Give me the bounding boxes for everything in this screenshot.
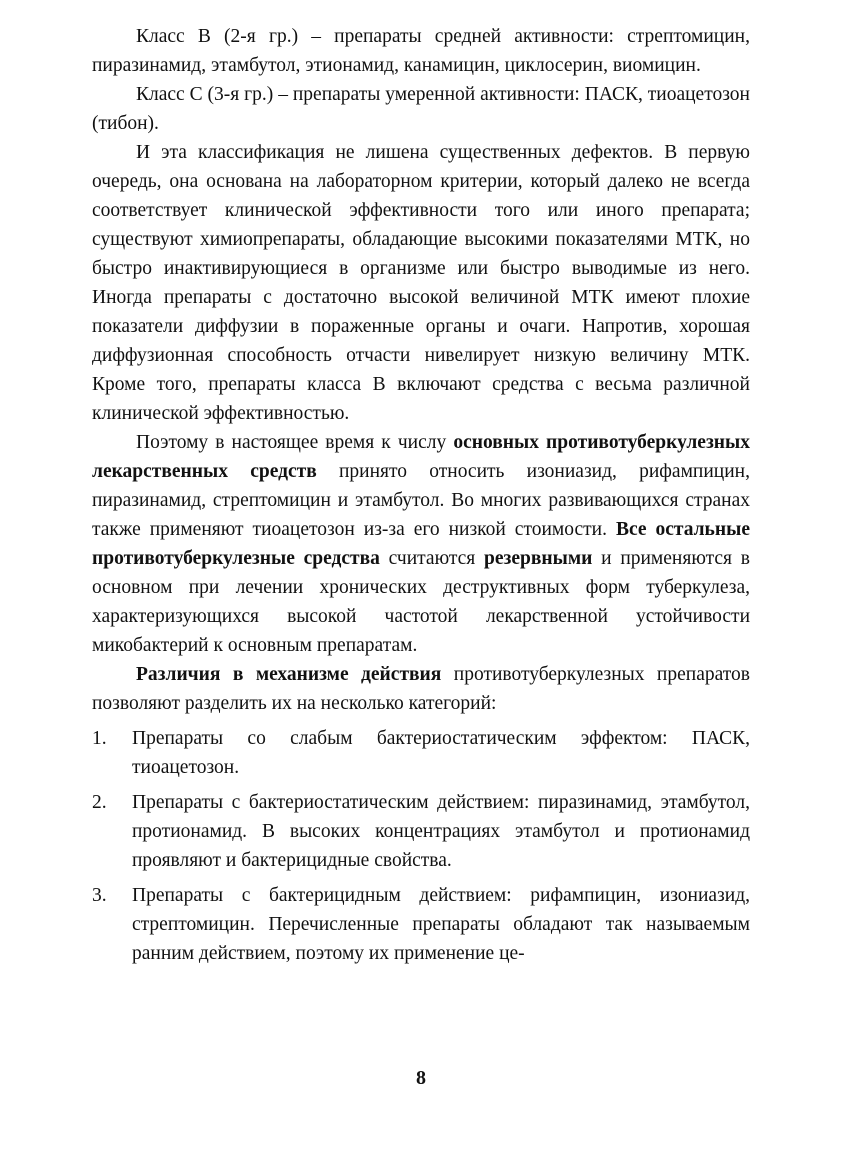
main-drugs-text-4: и применяются в основном при лечении хронических деструктивных форм туберкулеза, характеризующихся высокой частотой лекарственной устойчивости микобактерий к основным препаратам.	[92, 548, 750, 656]
paragraph-main-drugs	[92, 428, 750, 660]
page-number: 8	[416, 1067, 426, 1089]
main-drugs-bold-3: резервными	[484, 548, 593, 569]
main-drugs-text-2: принято относить изониазид, рифампицин, пиразинамид, стрептомицин и этамбутол. Во многих развивающихся странах также применяют тиоацетозон из-за его низкой стоимости.	[92, 461, 750, 540]
list-item-number: 2.	[92, 792, 107, 813]
main-drugs-bold-2: Все остальные противотуберкулезные средства	[92, 519, 750, 569]
list-item-number: 3.	[92, 885, 107, 906]
list-item	[92, 881, 750, 968]
list-item-text: Препараты с бактерицидным действием: рифампицин, изониазид, стрептомицин. Перечисленные препараты обладают так называемым ранним действием, поэтому их применение це-	[132, 885, 750, 964]
paragraph-defects: И эта классификация не лишена существенных дефектов. В первую очередь, она основана на лабораторном критерии, который далеко не всегда соответствует клинической эффективности того или иного препарата; существуют химиопрепараты, обладающие высокими показателями МТК, но быстро инактивирующиеся в организме или быстро выводимые из него. Иногда препараты с достаточно высокой величиной МТК имеют плохие показатели диффузии в пораженные органы и очаги. Напротив, хорошая диффузионная способность отчасти нивелирует низкую величину МТК. Кроме того, препараты класса B включают средства с весьма различной клинической эффективностью.	[92, 142, 750, 424]
list-item	[92, 788, 750, 875]
main-drugs-text-1: Поэтому в настоящее время к числу	[136, 432, 454, 453]
paragraph-class-b: Класс B (2-я гр.) – препараты средней активности: стрептомицин, пиразинамид, этамбутол, этионамид, канамицин, циклосерин, виомицин.	[92, 26, 750, 76]
mechanism-text: противотуберкулезных препаратов позволяют разделить их на несколько категорий:	[92, 664, 750, 714]
page-body	[92, 22, 750, 968]
mechanism-bold: Различия в механизме действия	[136, 664, 442, 685]
main-drugs-bold-1: основных противотуберкулезных лекарственных средств	[92, 432, 750, 482]
main-drugs-text-3: считаются	[379, 548, 485, 569]
categories-list	[92, 724, 750, 968]
list-item-text: Препараты с бактериостатическим действием: пиразинамид, этамбутол, протионамид. В высоких концентрациях этамбутол и протионамид проявляют и бактерицидные свойства.	[132, 792, 750, 871]
paragraph-class-c: Класс C (3-я гр.) – препараты умеренной активности: ПАСК, тиоацетозон (тибон).	[92, 84, 750, 134]
paragraph-mechanism	[92, 660, 750, 718]
list-item-number: 1.	[92, 728, 107, 749]
list-item	[92, 724, 750, 782]
list-item-text: Препараты со слабым бактериостатическим эффектом: ПАСК, тиоацетозон.	[132, 728, 750, 778]
